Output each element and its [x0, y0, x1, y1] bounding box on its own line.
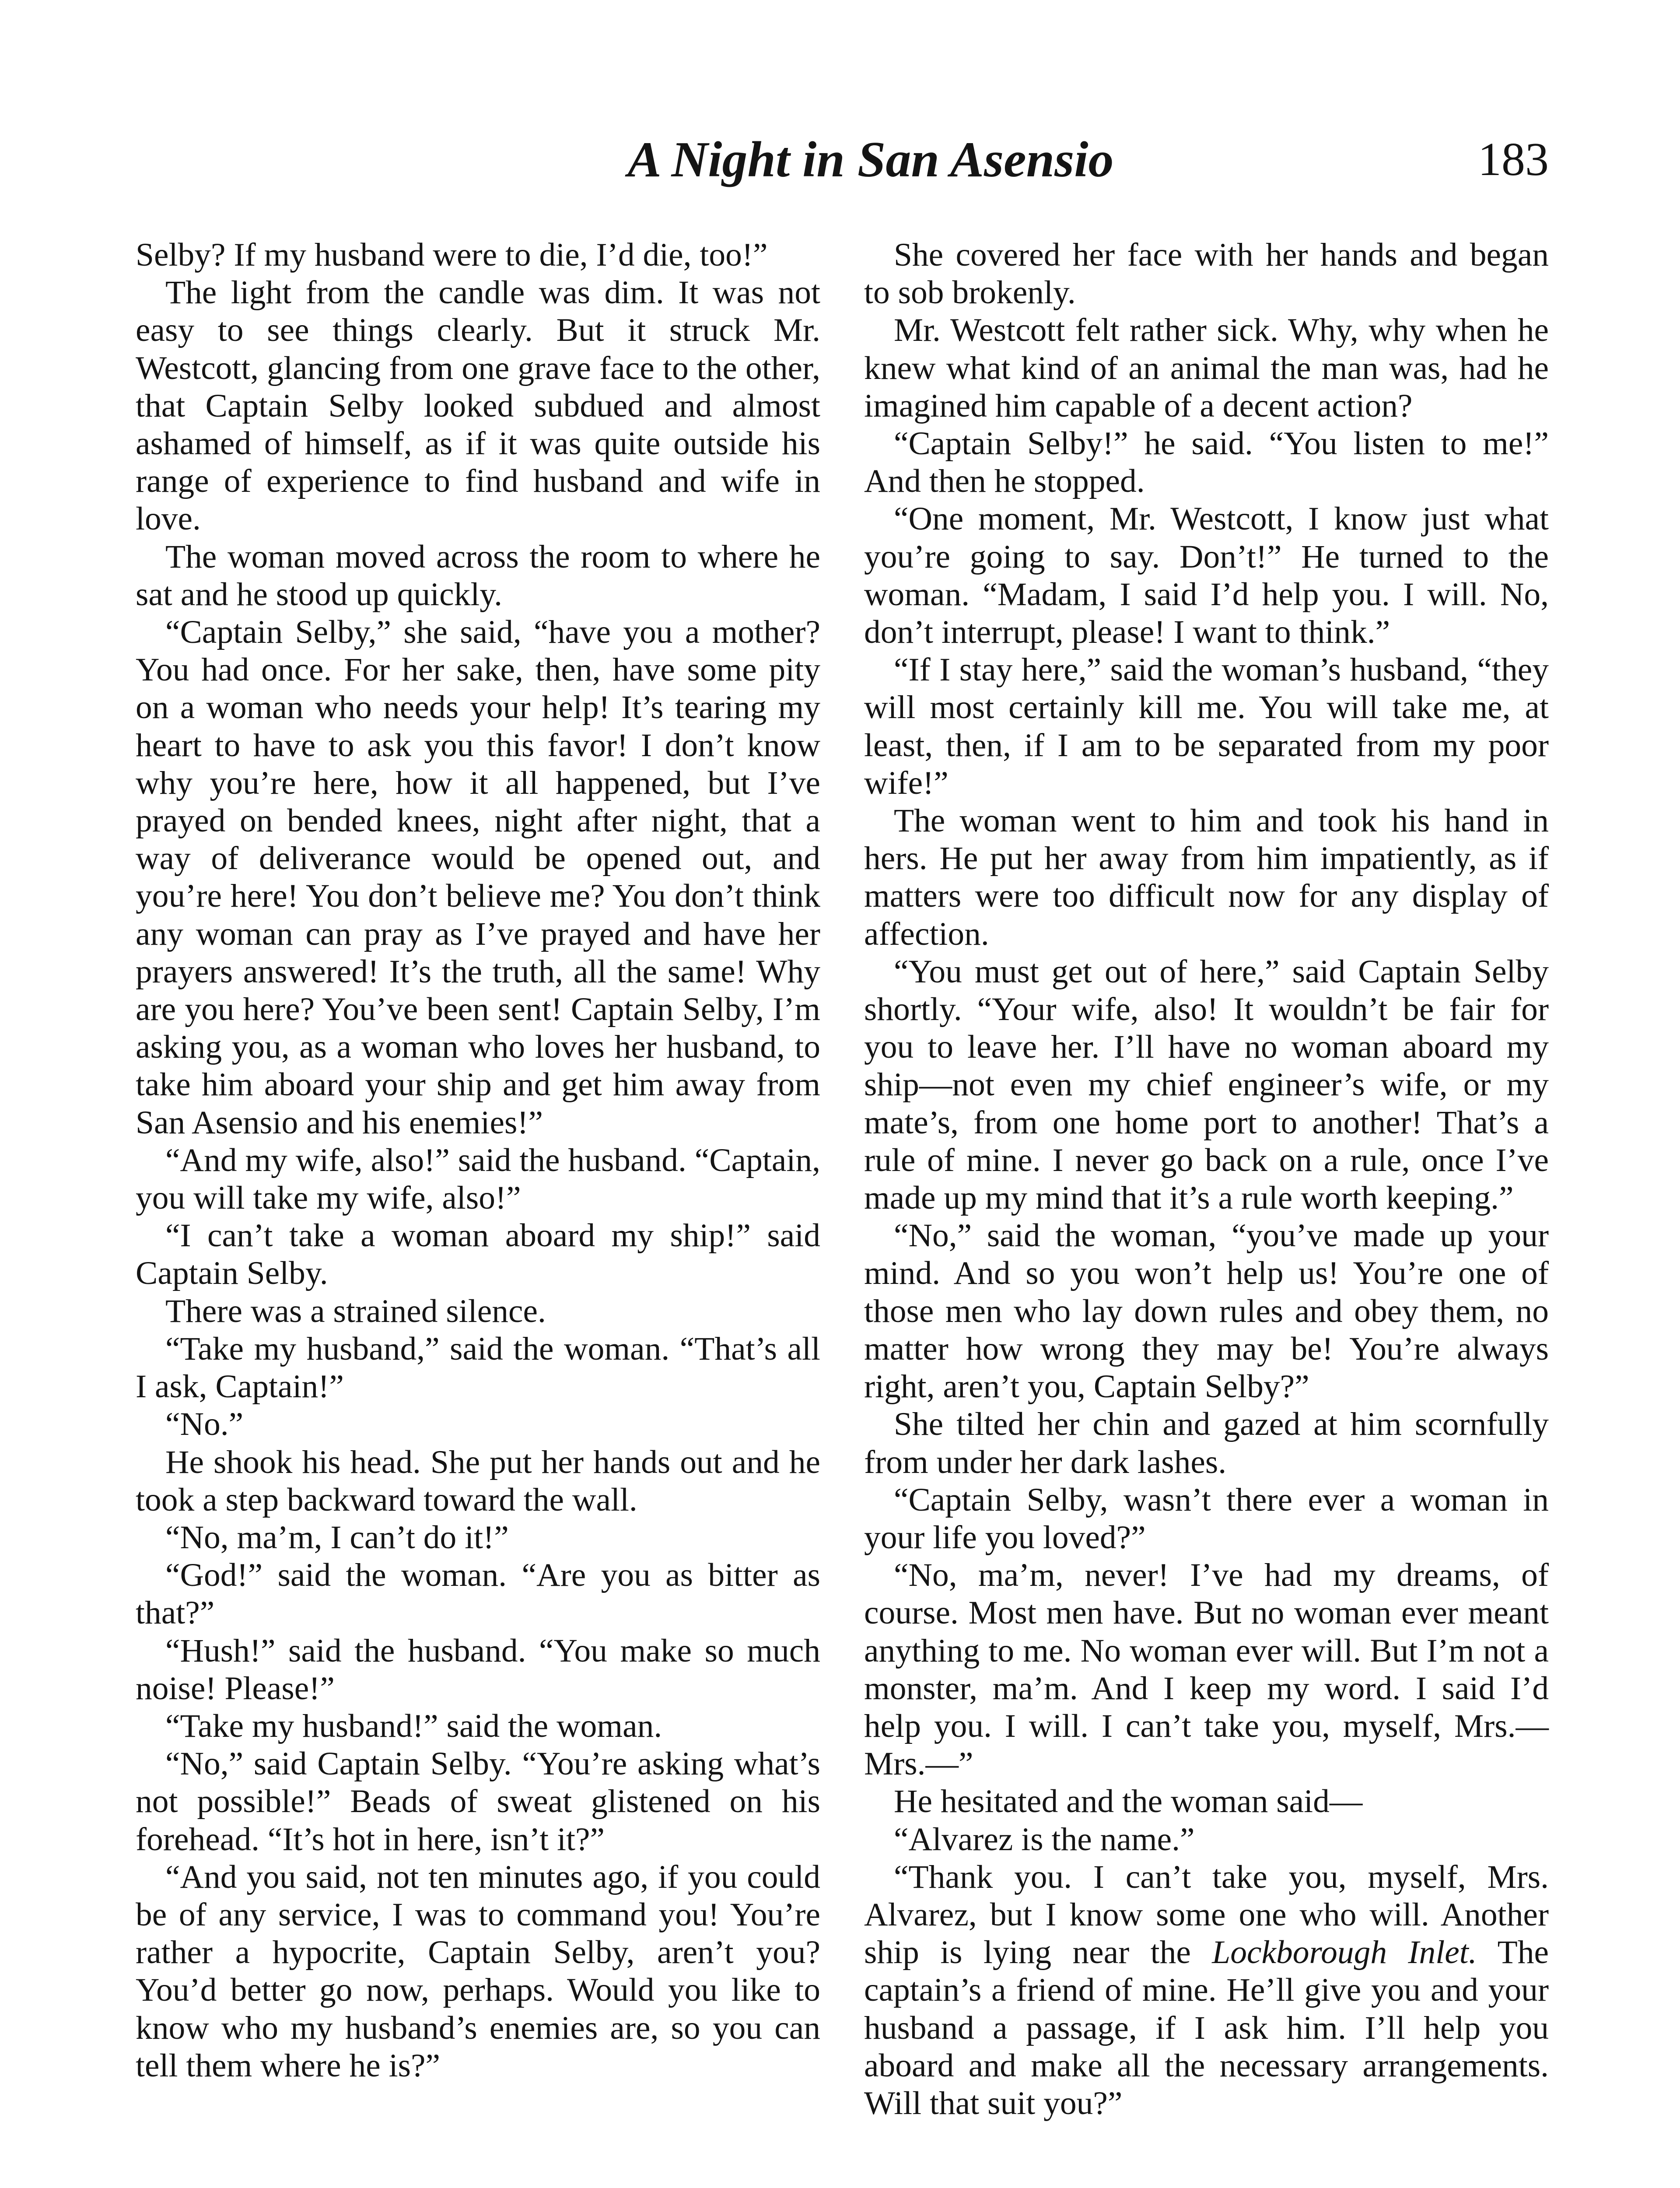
ship-name: Lockborough Inlet. [1212, 1934, 1477, 1971]
paragraph: The woman went to him and took his hand in hers. He put her away from him impatiently, as if matters were too difficult now for any display of affection. [864, 803, 1549, 952]
paragraph: “Take my husband,” said the woman. “That’s all I ask, Captain!” [136, 1330, 820, 1405]
paragraph: “And you said, not ten minutes ago, if you could be of any service, I was to command you! You’re rather a hypocrite, Captain Selby, aren’t you? You’d better go now, perhaps. Would you like to know who my husband’s enemies are, so you can tell them where he is?” [136, 1858, 820, 2084]
paragraph: She covered her face with her hands and began to sob brokenly. [864, 237, 1549, 311]
paragraph: The light from the candle was dim. It was not easy to see things clearly. But it struck Mr. Westcott, glancing from one grave face to the other, that Captain Selby looked subdued and almost ashamed of himself, as if it was quite outside his range of experience to find husband and wife in love. [136, 274, 820, 537]
last-paragraph [864, 1858, 1549, 2122]
paragraph: “Take my husband!” said the woman. [165, 1708, 662, 1744]
paragraph: “Captain Selby, wasn’t there ever a woman in your life you loved?” [864, 1481, 1549, 1556]
paragraph: “Alvarez is the name.” [893, 1821, 1195, 1858]
paragraph: “And my wife, also!” said the husband. “Captain, you will take my wife, also!” [136, 1142, 820, 1217]
right-column [864, 236, 1549, 2122]
paragraph: Selby? If my husband were to die, I’d die, too!” [136, 237, 768, 273]
paragraph: “One moment, Mr. Westcott, I know just what you’re going to say. Don’t!” He turned to the woman. “Madam, I said I’d help you. I will. No, don’t interrupt, please! I want to think.” [864, 501, 1549, 651]
paragraph: “No,” said the woman, “you’ve made up your mind. And so you won’t help us! You’re one of those men who lay down rules and obey them, no matter how wrong they may be! You’re always right, aren’t you, Captain Selby?” [864, 1217, 1549, 1405]
paragraph: “No, ma’m, I can’t do it!” [165, 1519, 509, 1556]
paragraph: “No,” said Captain Selby. “You’re asking what’s not possible!” Beads of sweat glistened on his forehead. “It’s hot in here, isn’t it?” [136, 1746, 820, 1858]
page-number: 183 [1478, 133, 1549, 186]
paragraph-text: The captain’s a friend of mine. He’ll give you and your husband a passage, if I ask him. I’ll help you aboard and make all the necessary arrangements. Will that suit you?” [864, 1934, 1549, 2121]
paragraph: “I can’t take a woman aboard my ship!” said Captain Selby. [136, 1217, 820, 1292]
paragraph: “Hush!” said the husband. “You make so much noise! Please!” [136, 1632, 820, 1707]
page-header [0, 127, 1680, 206]
paragraph: “If I stay here,” said the woman’s husband, “they will most certainly kill me. You will take me, at least, then, if I am to be separated from my poor wife!” [864, 652, 1549, 801]
paragraph: “Captain Selby,” she said, “have you a mother? You had once. For her sake, then, have some pity on a woman who needs your help! It’s tearing my heart to have to ask you this favor! I don’t know why you’re here, how it all happened, but I’ve prayed on bended knees, night after night, that a way of deliverance would be opened out, and you’re here! You don’t believe me? You don’t think any woman can pray as I’ve prayed and have her prayers answered! It’s the truth, all the same! Why are you here? You’ve been sent! Captain Selby, I’m asking you, as a woman who loves her husband, to take him aboard your ship and get him away from San Asensio and his enemies!” [136, 614, 820, 1141]
paragraph: “No, ma’m, never! I’ve had my dreams, of course. Most men have. But no woman ever meant anything to me. No woman ever will. But I’m not a monster, ma’m. And I keep my word. I said I’d help you. I will. I can’t take you, myself, Mrs.— Mrs.—” [864, 1557, 1549, 1782]
paragraph: Mr. Westcott felt rather sick. Why, why when he knew what kind of an animal the man was, had he imagined him capable of a decent action? [864, 312, 1549, 424]
paragraph: There was a strained silence. [165, 1293, 546, 1329]
paragraph: “God!” said the woman. “Are you as bitter as that?” [136, 1557, 820, 1631]
paragraph-text: “Thank you. I can’t take you, myself, Mrs. Alvarez, but I know some one who will. Another ship is lying near the [864, 1858, 1549, 1971]
paragraph: “No.” [165, 1406, 244, 1443]
paragraph: “Captain Selby!” he said. “You listen to me!” And then he stopped. [864, 425, 1549, 500]
paragraph: She tilted her chin and gazed at him scornfully from under her dark lashes. [864, 1406, 1549, 1480]
paragraph: He shook his head. She put her hands out and he took a step backward toward the wall. [136, 1444, 820, 1518]
running-title: A Night in San Asensio [627, 132, 1114, 188]
paragraph: He hesitated and the woman said— [893, 1783, 1363, 1820]
paragraph: “You must get out of here,” said Captain Selby shortly. “Your wife, also! It wouldn’t be fair for you to leave her. I’ll have no woman aboard my ship—not even my chief engineer’s wife, or my mate’s, from one home port to another! That’s a rule of mine. I never go back on a rule, once I’ve made up my mind that it’s a rule worth keeping.” [864, 953, 1549, 1217]
paragraph: The woman moved across the room to where he sat and he stood up quickly. [136, 538, 820, 613]
left-column [136, 236, 820, 2085]
